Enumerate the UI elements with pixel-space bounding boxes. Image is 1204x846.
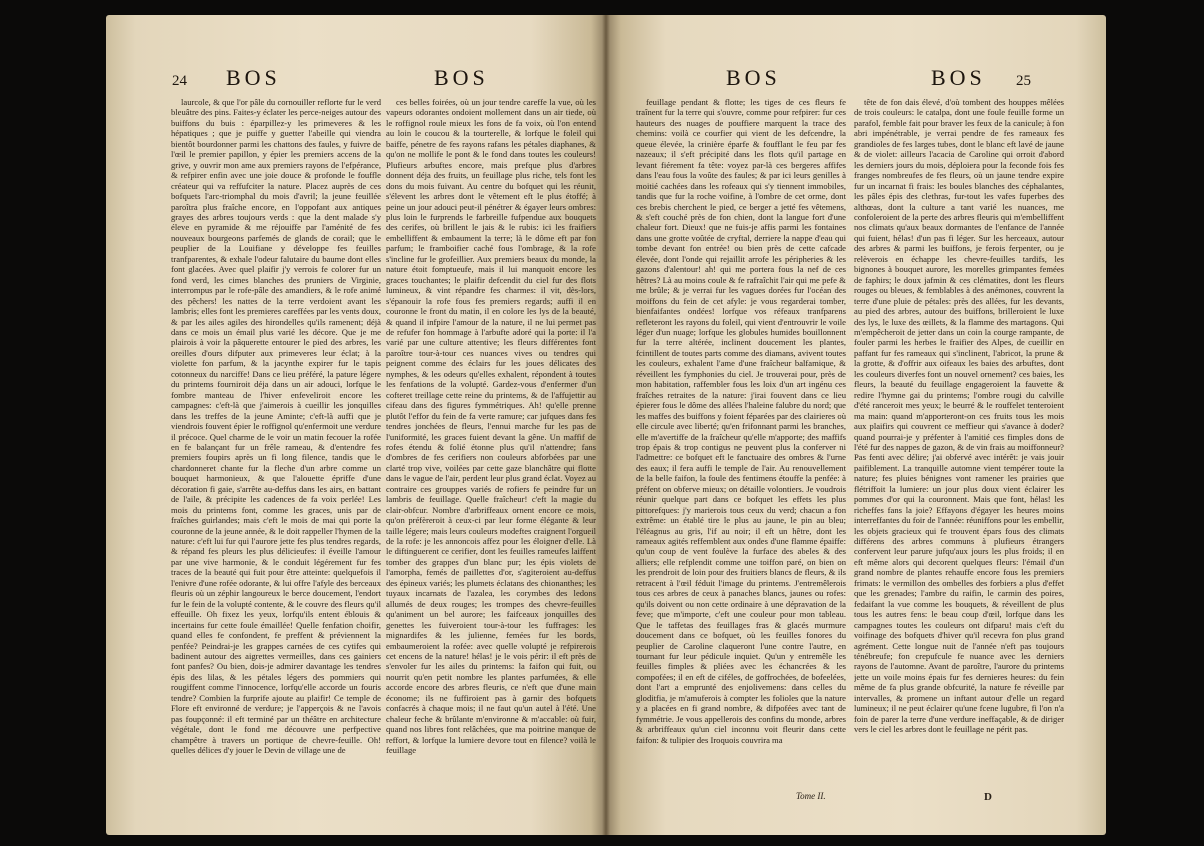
right-page [606, 15, 1106, 835]
volume-footer: Tome II. [796, 791, 826, 801]
column-text: feuillage pendant & flotte; les tiges de ces fleurs fe traînent fur la terre qui s'ouvre, comme pour refpirer: fur ces hauteurs des nuages de pouffiere marquent la trace des chemins: voilà ce courfier qui vient de les defcendre, la queue élevée, la crinière éparfe & foufflant le feu par fes nazeaux; il s'eft précipité dans les flots qu'il partage en levant fiérement fa tête: voyez par-là ces bergeres affifes dans l'eau fous la voûte des faules; & par ici leurs genilles à moitié cachées dans les rofeaux qui s'y tiennent immobiles, tandis que fur la roche voifine, à l'ombre de cet orme, dont ces brebis cherchent le pied, ce berger a jetté fes vêtemens, & s'eft couché près de fon chien, dont la langue fort d'une chaleur fort. Dieux! que ne fuis-je affis parmi les fontaines dans une grotte voûtée de cryftal, derriere la nappe d'eau qui tombe devant fon entrée! ou bien près de cette cafcade élevée, dont l'onde qui rejaillit arrofe les péripheries & les gazons d'alentour! ah! qui me portera fous la nef de ces hêtres? Là au moins coule & fe rafraîchit l'air qui me pefe & me brûle; & je verrai fur les vagues dorées fur l'océan des moiffons du fein de cet afyle: je vous regarderai tomber, bienfaifantes ondées! lorfque vos réfeaux tranfparens refleteront les rayons du foleil, qui vient d'entrouvrir le voile léger d'un nuage; lorfque les globules humides bouillonnent fur la terre altérée, inclinent doucement les plantes, fcintillent de toutes parts comme des diamans, avivent toutes les couleurs, exhalent l'ame d'une fraîcheur balfamique, & réveillent les fymphonies du ciel. Je trouverai pour, près de mon habitation, raffembler fous les loix d'un art ingénu ces fraîches retraites de la nature: j'irai fouvent dans ce lieu épierer fous le dôme des allées l'haleine falubre du nord; que les maffes des buiffons y foient féparées par des clairieres où elle circule avec liberté; qu'en frifonnant parmi les branches, elle m'avertiffe de la fraîcheur qu'elle m'apporte; des maffifs trop épais & trop contigus ne peuvent plus la conferver ni l'admettre: ce bofquet eft le fanctuaire des ombres & l'urne des eaux; il fera auffi le temple de l'air. Au renouvellement de la belle faifon, la foule des fentimens étouffe la penfée: à préfent on obferve mieux; on détaille volontiers. Je voudrois réunir quelque part dans ce bofquet les effets les plus pittorefques: j'y marierois tous ceux du verd; chacun a fon extrême: un établé tire le plus au jaune, le pin au bleu; l'éléagnus au gris, l'if au noir; il eft un hêtre, dont les rameaux agités reffemblent aux ondes d'une flamme épaiffe: qu'un coup de vent foulève la furface des abeles & des alliers; elle refplendit comme une toiffon paré, on bien on les prendroit de loin pour des fruitiers blancs de fleurs, & ils retracent à l'œil féduit l'image du printems. J'entremêlerois tous ces arbres de ceux à panaches blancs, jaunes ou rofes: qu'ils doivent ou non cette ordinaire à une dépravation de la feve; que m'importe, c'eft une couleur pour mon tableau. Que le taffetas des feuillages fras & glacés murmure doucement dans ce bofquet, où les feuilles fonores du peuplier de Caroline claqueront l'une contre l'autre, en tournant fur leur pédicule inquiet. Qu'un y entremêle les feuilles fimples & pliées avec les échancrées & les compofées; il en eft de ciféles, de goffrochées, de bofeelées, dont l'art a emprunté des enjolivemens: dans celles du gloditfia, je m'amuferois à compter les folioles que la nature y a placées en fi grand nombre, & difpofées avec tant de fymmétrie. Je vous appellerois des confins du monde, arbres & arbriffeaux qu'un ciel inconnu voit fleurir dans cette faifon: & tulipier des Iroquois couvrira ma [636, 97, 846, 745]
running-head-left: BOS [726, 65, 781, 90]
book-gutter [602, 15, 610, 835]
running-head-right: BOS [931, 65, 986, 90]
text-column-1 [171, 97, 381, 787]
signature-mark: D [984, 791, 992, 803]
text-column-4 [854, 97, 1064, 787]
text-column-3 [636, 97, 846, 787]
column-text: ces belles foirées, où un jour tendre careffe la vue, où les vapeurs odorantes ondoient mollement dans un air tiede, où le roffignol roule mieux les fons de fa voix, où l'on entend au loin le coucou & la tourterelle, & lorfque le foleil qui baiffe, pénetre de fes rayons rafans les pétales diaphanes, & qu'on ne mollife le pont & le fond dans toutes les couleurs! Plufieurs arbuftes encore, mais prefque plus d'arbres donnent déja des fruits, un feuillage plus riche, tels font les dons du mois fuivant. Au centre du bofquet qui les réunit, s'élevent les arbres dont le vêtement eft le plus étoffé; à peine un jour adouci peut-il pénétrer & égayer leurs ombres: plus loin le furprends le farbreille fufpendue aux bouquets des cerifes, où brillent le jais & le rubis: ici les fraifiers embelliffent & embaument la terre; là le dôme eft par fon parfum; le framboifier caché fous l'ombrage, & la rofe s'incline fur le grofeillier. Aux premiers beaux du monde, la nature étoit fomptueufe, mais il lui manquoit encore les graces touchantes; le plaifir defcendit du ciel fur des flots lumineux, & vint répandre fes charmes: il vit, dès-lors, s'épanouir la rofe fous fes premiers regards; auffi il en couronne le front du matin, il en colore les lys de la beauté, & quand il infpire l'amour de la nature, il ne lui permet pas de refufer fon hommage à l'arbufte adoré qui la porte: il l'a varié par une culture attentive; les fleurs différentes font paroître tour-à-tour ces nuances vives ou tendres qui peignent comme des éclairs fur les joues délicates des nymphes, & les odeurs qu'elles exhalent, répondent à toutes les fenfations de la volupté. Gardez-vous d'enfermer d'un cofteret treillage cette reine du printems, & de l'affujettir au cifeau dans des figures fymmétriques. Ah! qu'elle prenne plutôt l'effor du fein de fa verte ramure; car jufques dans fes tendres jonchées de fleurs, l'ennui marche fur les pas de l'uniformité, les graces fuient devant la gêne. Un maffif de rofes étendu & folié étonne plus qu'il n'attendre; fans d'ombres de fes cerifiers non couleurs abforbées par une clarté trop vive, voilées par cette gaze blanchâtre qui flotte dans le vague de l'air, perdent leur plus grand éclat. Voyez au contraire ces grouppes variés de rofiers fe peindre fur un lambris de feuillage. Quelle fraîcheur! c'eft la magie du clair-obfcur. Nombre d'arbriffeaux ornent encore ce mois, qu'on préfèreroit à ceux-ci par leur forme élégante & leur taille légere; mais leurs couleurs modeftes craignent l'orgueil de la rofe: je les annoncois affez pour les éloigner d'elle. Là le diftinguerent ce cerifier, dont les feuilles rameufes laiffent tomber des grappes d'un blanc pur; les épis violets de l'amorpha, femés de paillettes d'or, s'agiteroient au-deffus des épineux variés; les plumets éclatans des chionanthes; les tuyaux incarnats de l'azalea, les corymbes des ledons allumés de deux rouges; les trompes des chevre-feuilles qu'animent un bel aurore; les faifceaux jonquilles des genettes les fuiveroient tour-à-tour les fuffrages: les mignardifes & les julienne, femées fur les bords, embaumeroient la rofée: avec quelle volupté je refpirerois cet encens de la nature! hélas! je le vois périr: il eft près de s'envoler fur les ailes du printems: la faifon qui fuit, ou nourrit qu'en petit nombre les plantes parfumées, & elle accorde encore des arbres fleuris, ce n'eft que d'une main économe; ils ne fuffiroient pas à garnir des bofquets confacrés à chaque mois; il ne faut qu'un autel à l'été. Une chaleur feche & brûlante m'environne & m'accable: où fuir, quand nos libres font relâchées, que ma poitrine manque de reffort, & lorfque la lumiere devore tout en filence? voilà le feuillage [386, 97, 596, 756]
text-column-2 [386, 97, 596, 787]
book-spread [106, 15, 1110, 835]
column-text: tête de fon dais élevé, d'où tombent des houppes mêlées de trois couleurs: le catalpa, dont une foule feuille forme un parafol, femble fait pour braver les feux de la canicule; à fon abri impénétrable, je verrai pendre de fes rameaux fes grandioles de fes larges tubes, dont le blanc eft lavé de jaune & de violet: ailleurs l'acacia de Caroline qui orroit d'abord les derniers jours du mois, déploiera pour la feconde fois fes franges nombreufes de fes fleurs, où un jaune tendre expire fur un incarnat fi frais: les boules blanches des céphalantes, les pâles épis des clethras, fur-tout les vafes fuperbes des althœas, dont la culture a tant varié les nuances, me confoleroient de la perte des arbres fleuris qui m'embelliffent nos climats qu'aux beaux dormantes de l'enfance de l'année qui fuient, hélas! d'un pas fi léger. Sur les herceaux, autour des arbres & parmi les buiffons, je ferois ferpenter, ou je relèverois en échappe les chevre-feuilles tardifs, les bignones à bouquet aurore, les morelles grimpantes femées de faphirs; le doux jafmin & ces clématites, dont les fleurs rouges ou bleues, & femblables à des anémones, couvrent la terre d'une pluie de pétales: près des allées, fur les devants, au pied des arbres, autour des buiffons, brilleroient le luxe des lys, le luxe des œillets, & la flamme des martagons. Qui m'empêcheroit de jetter dans un coin la courge rampante, de fouler parmi les herbes le fraifier des Alpes, de cueillir en paffant fur fes rameaux qui s'inclinent, l'abricot, la prune & la grotte, & d'offrir aux oifeaux les baies des arbuftes, dont les couleurs diverfes font un nouvel ornement? ces baies, les fleurs, la beauté du feuillage engageroient la fauvette & redire l'hymne gai du printems; l'ombre rougi du calville d'été ranceroit mes yeux; le beurré & le rouffelet tenteroient ma main: quand m'apporteront-on ces fruits tous les mois aux plaifirs qui couvrent ce meffieur qui s'avance à doder? quand pourrai-je y préfenter à l'amitié ces fimples dons de l'été fur des nappes de gazon, & de vin frais au moiffonneur? Pas fenti avec délire; j'ai obfervé avec intérêt: je vais jouir paifiblement. La tranquille automne vient tempérer toute la nature; fes pluies bénignes vont ramener les prairies que flétriffoit la lumiere: un jour plus doux vient éclairer les pommes d'or qui la couronnent. Mais que font, hélas! les richeffes fans la joie? Effayons d'égayer les heures moins interreffantes du foir de l'année: réuniffons pour les embellir, les objets gracieux qui fe trouvent épars fous des climats différens des arbres communs à plufieurs étrangers confervent leur parure jufqu'aux jours les plus froids; il en eft même alors qui decorent quelques fleurs: l'émail d'un grand nombre de plantes rehauffe encore fous les premiers frimats: le vermillon des ombelles des forbiers a plus d'effet que les grenades; l'ambre du raifin, le carmin des poires, fedaifant la vue comme les bouquets, & réveillent de plus tous les autres fens: le beau coup d'œil, lorfque dans les campagnes toutes les couleurs ont difparu! mais c'eft du voifinage des bofquets d'hiver qu'il recevra fon plus grand agrément. Cette longue nuit de l'année n'eft pas toujours ténébreufe; fon crepufcule fe nuance avec les derniers rayons de l'automne. Avant de paroître, l'aurore du printems jette un voile moins épais fur fes dernieres heures: du fein même de fa plus grande obfcurité, la nature fe réveille par intervalles, & promene un inftant autour d'elle un regard lumineux; il ne peut éclairer qu'une fcene lugubre, fi l'on n'a foin de parer la terre d'une verdure ineffaçable, & de diriger vers le ciel les arbres dont le feuillage ne périt pas. [854, 97, 1064, 735]
column-text: laurcole, & que l'or pâle du cornouiller reflorte fur le verd bleuâtre des pins. Faites-y éclater les perce-neiges autour des buiffons du buis : éparpillez-y les primeveres & les hépatiques ; que je puiffe y guetter l'abeille qui viendra bientôt bourdonner parmi les chattons des faules, y fuivre de l'œil le premier papillon, y épier les premiers accens de la grive, y ouvrir mon ame aux premiers rayons de l'efpérance, & refpirer enfin avec une joie douce & profonde le fouffle créateur qui va reffufciter la nature. Placez auprès de ces bofquets l'arc-triomphal du mois d'avril; la jeune feuillée paroîtra plus fraîche encore, en l'oppofant aux antiques grayes des arbres toujours verds : que la dent malade s'y éleve en pyramide & me réjouiffe par l'aménité de fes nouveaux bourgeons parfemés de glands de corail; que le peuplier de la Louifiane y développe fes feuilles tranfparentes, & exhale l'odeur falutaire du baume dont elles font glacées. Avec quel plaifir j'y verrois fe colorer fur un fond verd, les cimes blanches des pruniers de Virginie, interrompus par le rofe-pâle des amandiers, & le rofe animé des pêchers! les nattes de la terre verdoient avant les lambris; elles font les premieres careffées par les vents doux, & par les ailes agiles des hirondelles qu'ils ramenent; déjà dans ce mois un émail plus varié les décore. Que je me plairois à voir la pâquerette entourer le pied des arbres, les oreilles d'ours difputer aux primeveres leur éclat; à la violette fon parfum, & la jacynthe expirer fur le tapis cotonneux du narciffe! Dans ce lieu préféré, la pature légere du printems fourniroit déja dans un air adouci, lorfque le fombre manteau de l'hiver enfeveliroit encore les campagnes: c'eft-là que j'aimerois à cueillir les jonquilles dans les treffes de la jeune Aminte; c'eft-là auffi que je viendrois fouvent épier le roffignol qu'enfermoit une verdure il précoce. Quel charme de le voir un matin fecouer la rofée en fe balançant fur un frêle rameau, & d'entendre fes premiers foupirs après un fi long filence, tandis que le chardonneret chante fur la fleche d'un arbre comme un bouquet harmonieux, & que l'alouette épriffe d'une décoration fi gaie, s'arrête au-deffus dans les airs, en battant de l'aile, & précipite les cadences de fa voix perlée! Les mois du printems font, comme les graces, unis par de fraîches guirlandes; mais c'eft le mois de mai qui porte la couronne de la jeune année, & le doit rappeller l'hymen de la nature: c'eft lui fur qui l'aurore jette fes plus tendres regards, & répand fes pleurs les plus délicieufes: il éveille l'amour par une vive harmonie, & le conduit légérement fur fes traces de la beauté qui fuit pour être atteinte: quelquefois il l'enivre d'une rofée odorante, & lui offre l'afyle des berceaux fleuris où un zéphir langoureux le berce doucement, l'endort fur le fein de la volupté contente, & le couvre des fleurs qu'il effeuille. Oh fixez les yeux, lorfqu'ils entent éblouis & incertains fur cette foule émaillée! Quelle fenfation choifir, quand elles fe confondent, fe preffent & préviennent la penfée? Peindrai-je les grappes carnées de ces cytifes qui badinent autour des aigrettes vermeilles, dans ces gainiers font panfes? Ou bien, dois-je admirer davantage les tendres épis des lilas, & les pétales légers des pommiers qui rougiffent comme l'innocence, lorfqu'elle accorde un fouris tendre? Combien la furprife ajoute au plaifir! Ce temple de Flore eft environné de verdure; je l'apperçois & ne l'avois pas foupçonné: il eft terminé par un théâtre en architecture végétale, dont le fond me découvre une perfpective champêtre à travers un portique de chevre-feuille. Oh! quelles délices d'y jouer le Devin de village une de [171, 97, 381, 756]
running-head-left: BOS [226, 65, 281, 90]
left-page [106, 15, 606, 835]
page-number-left: 24 [172, 73, 187, 89]
running-head-right: BOS [434, 65, 489, 90]
page-number-right: 25 [1016, 73, 1031, 89]
